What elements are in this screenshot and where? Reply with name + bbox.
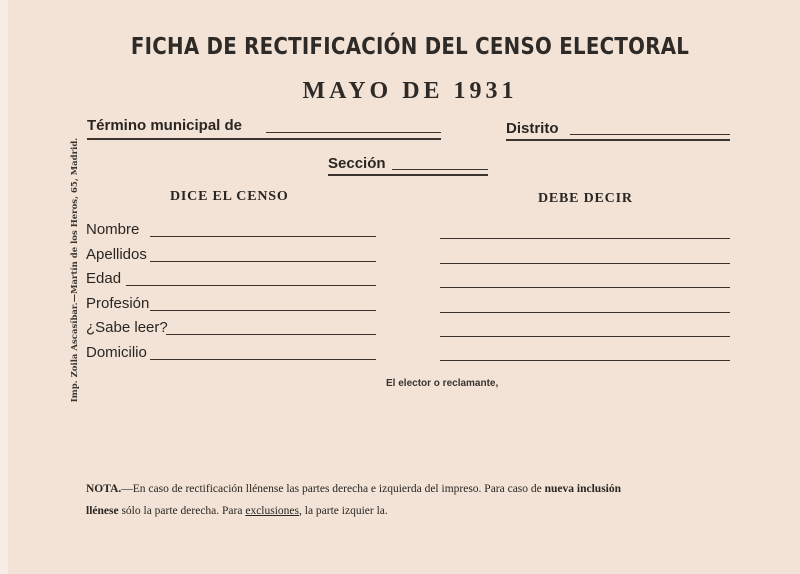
seccion-underline xyxy=(328,174,488,176)
distrito-label: Distrito xyxy=(506,120,559,137)
termino-underline xyxy=(87,138,441,140)
note-lead: NOTA. xyxy=(86,483,122,495)
field-line-right-nombre xyxy=(440,238,730,239)
seccion-line xyxy=(392,169,488,170)
note-text-3: , la parte izquier la. xyxy=(299,505,388,517)
termino-label: Término municipal de xyxy=(87,117,243,134)
left-heading: DICE EL CENSO xyxy=(170,189,289,204)
field-label-edad: Edad xyxy=(86,270,122,287)
seccion-label: Sección xyxy=(328,155,386,172)
field-line-domicilio xyxy=(150,359,376,360)
note-emph-2: llénese xyxy=(86,505,119,517)
field-line-profesion xyxy=(150,310,376,311)
field-line-right-edad xyxy=(440,287,730,288)
field-line-edad xyxy=(126,285,376,286)
form-subtitle: MAYO DE 1931 xyxy=(302,78,518,104)
field-line-right-sabe-leer xyxy=(440,336,730,337)
field-label-domicilio: Domicilio xyxy=(86,344,147,361)
field-line-sabe-leer xyxy=(166,334,376,335)
field-line-apellidos xyxy=(150,261,376,262)
note-emph-1: nueva inclusión xyxy=(544,483,622,495)
note-text-1: —En caso de rectificación llénense las partes derecha e izquierda del impreso. Para caso de xyxy=(121,483,545,495)
signer-label: El elector o reclamante, xyxy=(386,378,499,389)
field-label-apellidos: Apellidos xyxy=(86,246,147,263)
field-line-nombre xyxy=(150,236,376,237)
field-line-right-domicilio xyxy=(440,360,730,361)
field-line-right-profesion xyxy=(440,312,730,313)
distrito-underline xyxy=(506,139,730,141)
right-heading: DEBE DECIR xyxy=(538,191,633,206)
termino-line xyxy=(266,132,441,133)
note-text-2: sólo la parte derecha. Para xyxy=(118,505,246,517)
field-label-profesion: Profesión xyxy=(86,295,150,312)
distrito-line xyxy=(570,134,730,135)
field-label-sabe-leer: ¿Sabe leer? xyxy=(86,319,168,336)
form-title: FICHA DE RECTIFICACIÓN DEL CENSO ELECTORAL xyxy=(130,34,690,60)
note-underlined: exclusiones xyxy=(245,505,299,517)
footnote xyxy=(86,478,746,522)
field-label-nombre: Nombre xyxy=(86,221,140,238)
field-line-right-apellidos xyxy=(440,263,730,264)
printer-imprint-text: Imp. Zoila Ascasíbar.—Martín de los Heros, 65, Madrid. xyxy=(70,137,80,403)
